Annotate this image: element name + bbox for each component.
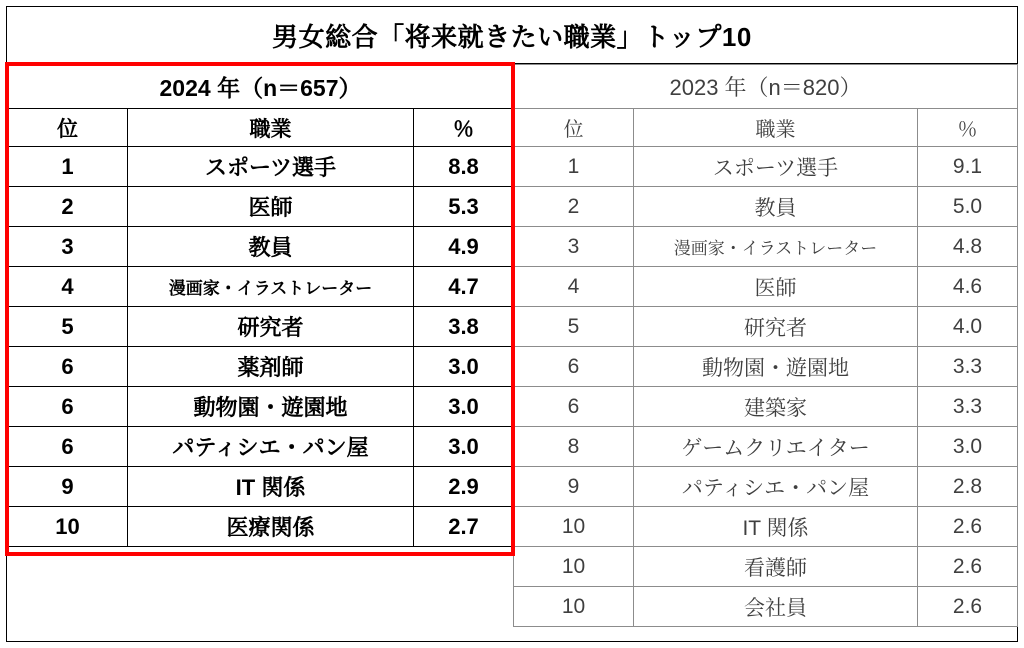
pct-cell: 2.6: [918, 507, 1018, 547]
job-cell: 医師: [128, 187, 414, 227]
pct-cell: 2.9: [414, 467, 514, 507]
table-row: [8, 227, 514, 267]
pct-cell: 2.8: [918, 467, 1018, 507]
table-row: [514, 467, 1018, 507]
job-cell: 漫画家・イラストレーター: [128, 267, 414, 307]
table-2024-col-job: 職業: [128, 109, 414, 147]
rank-cell: 1: [514, 147, 634, 187]
job-cell: 動物園・遊園地: [128, 387, 414, 427]
table-row: [514, 547, 1018, 587]
table-2023-column-header-row: [514, 109, 1018, 147]
table-2023-year-header: 2023 年（n＝820）: [514, 65, 1018, 109]
job-cell: IT 関係: [128, 467, 414, 507]
job-cell: 研究者: [128, 307, 414, 347]
table-row: [514, 307, 1018, 347]
rank-cell: 6: [8, 427, 128, 467]
table-2023-year-row: [514, 65, 1018, 109]
table-row: [8, 427, 514, 467]
job-cell: パティシエ・パン屋: [634, 467, 918, 507]
table-row: [8, 347, 514, 387]
job-cell: 教員: [128, 227, 414, 267]
rank-cell: 8: [514, 427, 634, 467]
job-cell: 動物園・遊園地: [634, 347, 918, 387]
job-cell: スポーツ選手: [634, 147, 918, 187]
pct-cell: 3.0: [414, 387, 514, 427]
rank-cell: 5: [8, 307, 128, 347]
rank-cell: 6: [514, 347, 634, 387]
table-2024-year-header: 2024 年（n＝657）: [8, 65, 514, 109]
pct-cell: 4.9: [414, 227, 514, 267]
rank-cell: 10: [514, 587, 634, 627]
table-2023-col-pct: ％: [918, 109, 1018, 147]
table-row: [8, 387, 514, 427]
pct-cell: 4.0: [918, 307, 1018, 347]
job-cell: 医師: [634, 267, 918, 307]
table-row: [514, 587, 1018, 627]
job-cell: スポーツ選手: [128, 147, 414, 187]
pct-cell: 4.7: [414, 267, 514, 307]
job-cell: ゲームクリエイター: [634, 427, 918, 467]
job-cell: 看護師: [634, 547, 918, 587]
table-row: [514, 427, 1018, 467]
table-2024-col-pct: ％: [414, 109, 514, 147]
table-2024-year-row: [8, 65, 514, 109]
pct-cell: 4.8: [918, 227, 1018, 267]
rank-cell: 3: [514, 227, 634, 267]
table-row: [514, 187, 1018, 227]
rank-cell: 2: [8, 187, 128, 227]
rank-cell: 4: [8, 267, 128, 307]
table-row: [514, 507, 1018, 547]
table-row: [8, 147, 514, 187]
pct-cell: 3.0: [414, 427, 514, 467]
pct-cell: 3.0: [918, 427, 1018, 467]
table-row: [514, 267, 1018, 307]
table-2023-col-rank: 位: [514, 109, 634, 147]
table-row: [514, 147, 1018, 187]
table-2024: [7, 64, 514, 547]
table-row: [514, 347, 1018, 387]
rank-cell: 6: [8, 347, 128, 387]
job-cell: 薬剤師: [128, 347, 414, 387]
rank-cell: 5: [514, 307, 634, 347]
rank-cell: 9: [514, 467, 634, 507]
job-cell: 漫画家・イラストレーター: [634, 227, 918, 267]
table-row: [8, 507, 514, 547]
job-cell: 教員: [634, 187, 918, 227]
table-2023: [513, 64, 1018, 627]
pct-cell: 2.6: [918, 547, 1018, 587]
job-cell: 会社員: [634, 587, 918, 627]
rank-cell: 10: [8, 507, 128, 547]
job-cell: 研究者: [634, 307, 918, 347]
pct-cell: 2.6: [918, 587, 1018, 627]
table-2023-col-job: 職業: [634, 109, 918, 147]
job-cell: 建築家: [634, 387, 918, 427]
table-row: [8, 307, 514, 347]
rank-cell: 6: [8, 387, 128, 427]
job-cell: IT 関係: [634, 507, 918, 547]
table-row: [8, 267, 514, 307]
rank-cell: 2: [514, 187, 634, 227]
rank-cell: 10: [514, 547, 634, 587]
pct-cell: 3.0: [414, 347, 514, 387]
rank-cell: 4: [514, 267, 634, 307]
job-cell: パティシエ・パン屋: [128, 427, 414, 467]
rank-cell: 3: [8, 227, 128, 267]
pct-cell: 5.0: [918, 187, 1018, 227]
table-row: [8, 187, 514, 227]
table-2024-col-rank: 位: [8, 109, 128, 147]
rank-cell: 10: [514, 507, 634, 547]
rank-cell: 9: [8, 467, 128, 507]
pct-cell: 8.8: [414, 147, 514, 187]
pct-cell: 5.3: [414, 187, 514, 227]
job-cell: 医療関係: [128, 507, 414, 547]
pct-cell: 4.6: [918, 267, 1018, 307]
rank-cell: 1: [8, 147, 128, 187]
table-row: [514, 227, 1018, 267]
pct-cell: 3.3: [918, 347, 1018, 387]
page-title: 男女総合「将来就きたい職業」トップ10: [272, 21, 752, 52]
table-row: [514, 387, 1018, 427]
pct-cell: 9.1: [918, 147, 1018, 187]
pct-cell: 3.8: [414, 307, 514, 347]
pct-cell: 3.3: [918, 387, 1018, 427]
pct-cell: 2.7: [414, 507, 514, 547]
table-2024-column-header-row: [8, 109, 514, 147]
table-row: [8, 467, 514, 507]
rank-cell: 6: [514, 387, 634, 427]
